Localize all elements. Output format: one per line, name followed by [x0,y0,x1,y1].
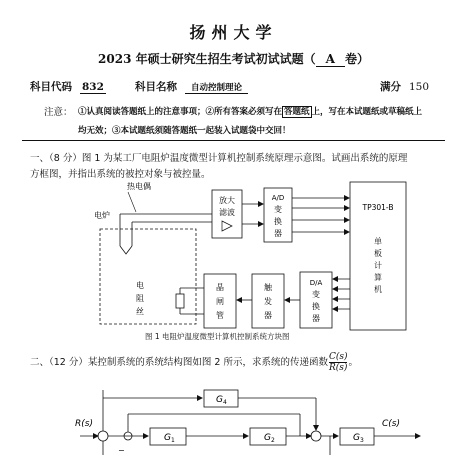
exam-title-prefix: 2023 年硕士研究生招生考试初试试题（ [98,52,316,66]
exam-title-suffix: 卷） [344,52,369,66]
da-label-2: 换 [312,302,320,311]
furnace-label: 电炉 [94,211,110,220]
computer-char-2: 计 [374,261,382,270]
university-title: 扬州大学 [189,23,278,42]
notice-boxed: 答题纸 [284,107,310,117]
da-label-1: 变 [312,290,320,299]
score-label: 满分 [380,81,401,93]
computer-char-0: 单 [374,237,382,246]
q2-text-end: 。 [348,357,358,368]
code-value: 832 [82,81,104,93]
thyristor-char-1: 闸 [216,297,224,306]
exam-title [0,50,467,67]
amp-triangle-icon [222,221,232,231]
q1-line1: 一、（8 分）图 1 为某工厂电阻炉温度微型计算机控制系统原理示意图。试画出系统的原理 [30,153,408,164]
figure-1-caption: 图 1 电阻炉温度微型计算机控制系统方块图 [145,332,290,341]
notice-line1 [78,105,422,117]
notice-line1-b: 上，写在本试题纸或草稿纸上 [311,107,423,117]
computer-char-3: 算 [374,273,382,282]
computer-char-1: 板 [374,249,382,258]
notice-line1-a: ①认真阅读答题纸上的注意事项；②所有答案必须写在 [78,107,283,117]
da-label-3: 器 [312,314,320,323]
amp-label-2: 滤波 [219,208,235,217]
name-label: 科目名称 [135,81,177,93]
q2-frac-den: R(s) [329,363,348,373]
amp-label-1: 放大 [219,196,235,205]
figure-1-diagram [0,176,467,346]
computer-char-4: 机 [374,285,382,294]
computer-title: TP301-B [362,203,394,212]
output-label: C(s) [382,419,400,429]
g4-label: $G_4$ [216,395,227,406]
q2-text-main: 二、（12 分）某控制系统的系统结构图如图 2 所示，求系统的传递函数 [30,357,328,368]
input-label: R(s) [75,419,93,429]
figure-2-diagram [0,384,467,455]
ad-label-3: 器 [274,229,282,238]
trigger-char-2: 器 [264,311,272,320]
g2-label: $G_2$ [264,433,275,444]
summing-junction-2 [311,431,321,441]
trigger-char-0: 触 [264,283,272,292]
header-divider [22,140,445,141]
g1-label: $G_1$ [164,433,175,444]
name-value: 自动控制理论 [185,81,248,94]
subject-code [30,79,106,94]
q1-line2: 方框图，并指出系统的被控对象与被控量。 [30,169,211,180]
thermocouple-tip [120,246,132,254]
ad-label-1: 变 [274,205,282,214]
furnace-outline [100,229,196,324]
thermocouple-label: 热电偶 [127,182,151,191]
notice-label: 注意： [44,107,73,118]
resistor-symbol [176,294,184,308]
code-label: 科目代码 [30,81,72,93]
full-score [380,79,429,94]
q2-frac-num: C(s) [328,352,348,362]
g3-label: $G_3$ [353,433,364,444]
score-value: 150 [409,81,430,93]
ad-label-0: A/D [271,194,285,202]
q2-text [30,352,358,373]
resistor-char-0: 电 [136,281,144,290]
da-label-0: D/A [309,279,323,287]
trigger-char-1: 发 [264,297,272,306]
thyristor-char-0: 晶 [216,283,224,292]
subject-name [135,79,248,94]
paper-label: A [316,52,345,67]
resistor-char-1: 阻 [136,294,144,303]
summing-junction-1 [98,431,108,441]
thyristor-char-2: 管 [216,311,224,320]
minus-sign: − [118,446,125,455]
ad-label-2: 换 [274,217,282,226]
resistor-char-2: 丝 [136,307,144,316]
q2-transfer-fraction [329,352,348,373]
notice-line2: 均无效；③本试题纸须随答题纸一起装入试题袋中交回！ [78,126,291,136]
